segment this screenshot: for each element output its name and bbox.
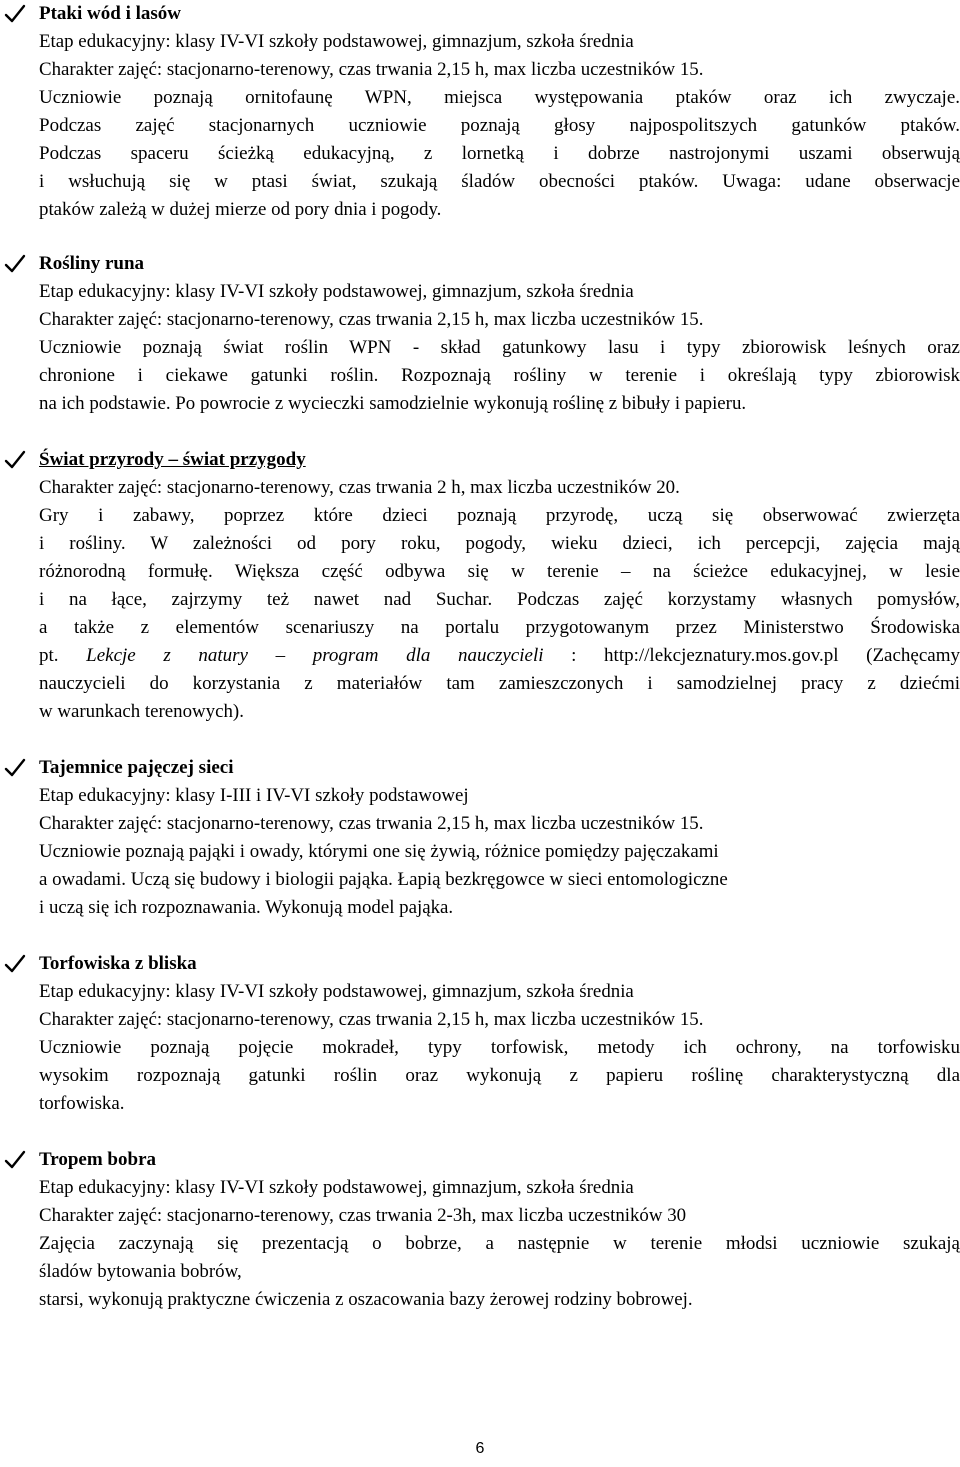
- text-line: Uczniowie poznają pojęcie mokradeł, typy torfowisk, metody ich ochrony, na torfowisku: [39, 1037, 960, 1058]
- text-line: Charakter zajęć: stacjonarno-terenowy, czas trwania 2,15 h, max liczba uczestników 15.: [39, 309, 704, 330]
- checkmark-icon: [4, 449, 26, 471]
- section-body: [39, 782, 960, 922]
- link-text-line: [39, 642, 960, 670]
- section-title: [39, 446, 306, 474]
- text-line: Charakter zajęć: stacjonarno-terenowy, czas trwania 2,15 h, max liczba uczestników 15.: [39, 59, 704, 80]
- text-line: Charakter zajęć: stacjonarno-terenowy, czas trwania 2 h, max liczba uczestników 20.: [39, 477, 680, 498]
- text-line: i na łące, zajrzymy też nawet nad Suchar. Podczas zajęć korzystamy własnych pomysłów,: [39, 589, 960, 610]
- text-line: nauczycieli do korzystania z materiałów tam zamieszczonych i samodzielnej pracy z dziećmi: [39, 673, 960, 694]
- text-line: Etap edukacyjny: klasy IV-VI szkoły podstawowej, gimnazjum, szkoła średnia: [39, 31, 634, 52]
- section-title: Rośliny runa: [39, 253, 145, 274]
- text-line: wysokim rozpoznają gatunki roślin oraz wykonują z papieru roślinę charakterystyczną dla: [39, 1065, 960, 1086]
- section-body: [39, 978, 960, 1118]
- text-line: Uczniowie poznają ornitofaunę WPN, miejsca występowania ptaków oraz ich zwyczaje.: [39, 87, 960, 108]
- page-number: 6: [475, 1440, 485, 1457]
- checkmark-icon: [4, 3, 26, 25]
- section-title: Tropem bobra: [39, 1149, 156, 1170]
- text-line: Charakter zajęć: stacjonarno-terenowy, czas trwania 2,15 h, max liczba uczestników 15.: [39, 813, 704, 834]
- text-line: Charakter zajęć: stacjonarno-terenowy, czas trwania 2,15 h, max liczba uczestników 15.: [39, 1009, 704, 1030]
- text-line: i wsłuchują się w ptasi świat, szukają śladów obecności ptaków. Uwaga: udane obserwacje: [39, 171, 960, 192]
- text-line: Etap edukacyjny: klasy IV-VI szkoły podstawowej, gimnazjum, szkoła średnia: [39, 281, 634, 302]
- text-line: Etap edukacyjny: klasy IV-VI szkoły podstawowej, gimnazjum, szkoła średnia: [39, 981, 634, 1002]
- section-title-text: Świat przyrody – świat przygody: [39, 449, 306, 470]
- checkmark-icon: [4, 1149, 26, 1171]
- text-line: Etap edukacyjny: klasy IV-VI szkoły podstawowej, gimnazjum, szkoła średnia: [39, 1177, 634, 1198]
- text-line: Zajęcia zaczynają się prezentacją o bobrze, a następnie w terenie młodsi uczniowie szukają: [39, 1233, 960, 1254]
- program-title: Lekcje z natury – program dla nauczycieli: [86, 645, 544, 666]
- text-line: Charakter zajęć: stacjonarno-terenowy, czas trwania 2-3h, max liczba uczestników 30: [39, 1205, 687, 1226]
- text-line: Gry i zabawy, poprzez które dzieci poznają przyrodę, uczą się obserwować zwierzęta: [39, 505, 960, 526]
- text-line: ptaków zależą w dużej mierze od pory dnia i pogody.: [39, 199, 442, 220]
- text-line: Uczniowie poznają pająki i owady, którymi one się żywią, różnice pomiędzy pajęczakami: [39, 841, 719, 862]
- text-line: Podczas spaceru ścieżką edukacyjną, z lornetką i dobrze nastrojonymi uszami obserwują: [39, 143, 960, 164]
- text-line: chronione i ciekawe gatunki roślin. Rozpoznają rośliny w terenie i określają typy zbiorowisk: [39, 365, 960, 386]
- text-line: śladów bytowania bobrów,: [39, 1261, 242, 1282]
- text-line: Etap edukacyjny: klasy I-III i IV-VI szkoły podstawowej: [39, 785, 469, 806]
- text-line: w warunkach terenowych).: [39, 701, 244, 722]
- section-title: Tajemnice pajęczej sieci: [39, 757, 234, 778]
- section-body: [39, 278, 960, 418]
- text-line: starsi, wykonują praktyczne ćwiczenia z oszacowania bazy żerowej rodziny bobrowej.: [39, 1289, 693, 1310]
- text-line: torfowiska.: [39, 1093, 125, 1114]
- text-line: i rośliny. W zależności od pory roku, pogody, wieku dzieci, ich percepcji, zajęcia mają: [39, 533, 960, 554]
- section-title: Ptaki wód i lasów: [39, 3, 181, 24]
- text-line: a owadami. Uczą się budowy i biologii pająka. Łapią bezkręgowce w sieci entomologiczne: [39, 869, 728, 890]
- link-url-text: : http://lekcjeznatury.mos.gov.pl (Zachęcamy: [543, 645, 960, 666]
- section-body: [39, 28, 960, 224]
- section-body: [39, 474, 960, 726]
- text-line: Podczas zajęć stacjonarnych uczniowie poznają głosy najpospolitszych gatunków ptaków.: [39, 115, 960, 136]
- checkmark-icon: [4, 253, 26, 275]
- text-line: Uczniowie poznają świat roślin WPN - skład gatunkowy lasu i typy zbiorowisk leśnych oraz: [39, 337, 960, 358]
- checkmark-icon: [4, 953, 26, 975]
- text-line: a także z elementów scenariuszy na portalu przygotowanym przez Ministerstwo Środowiska: [39, 617, 960, 638]
- checkmark-icon: [4, 757, 26, 779]
- section-body: [39, 1174, 960, 1314]
- text-line: różnorodną formułę. Większa część odbywa się w terenie – na ścieżce edukacyjnej, w lesie: [39, 561, 960, 582]
- text-line: na ich podstawie. Po powrocie z wycieczki samodzielnie wykonują roślinę z bibuły i papieru.: [39, 393, 747, 414]
- section-title: Torfowiska z bliska: [39, 953, 197, 974]
- text-line: i uczą się ich rozpoznawania. Wykonują model pająka.: [39, 897, 454, 918]
- link-prefix: pt.: [39, 645, 87, 666]
